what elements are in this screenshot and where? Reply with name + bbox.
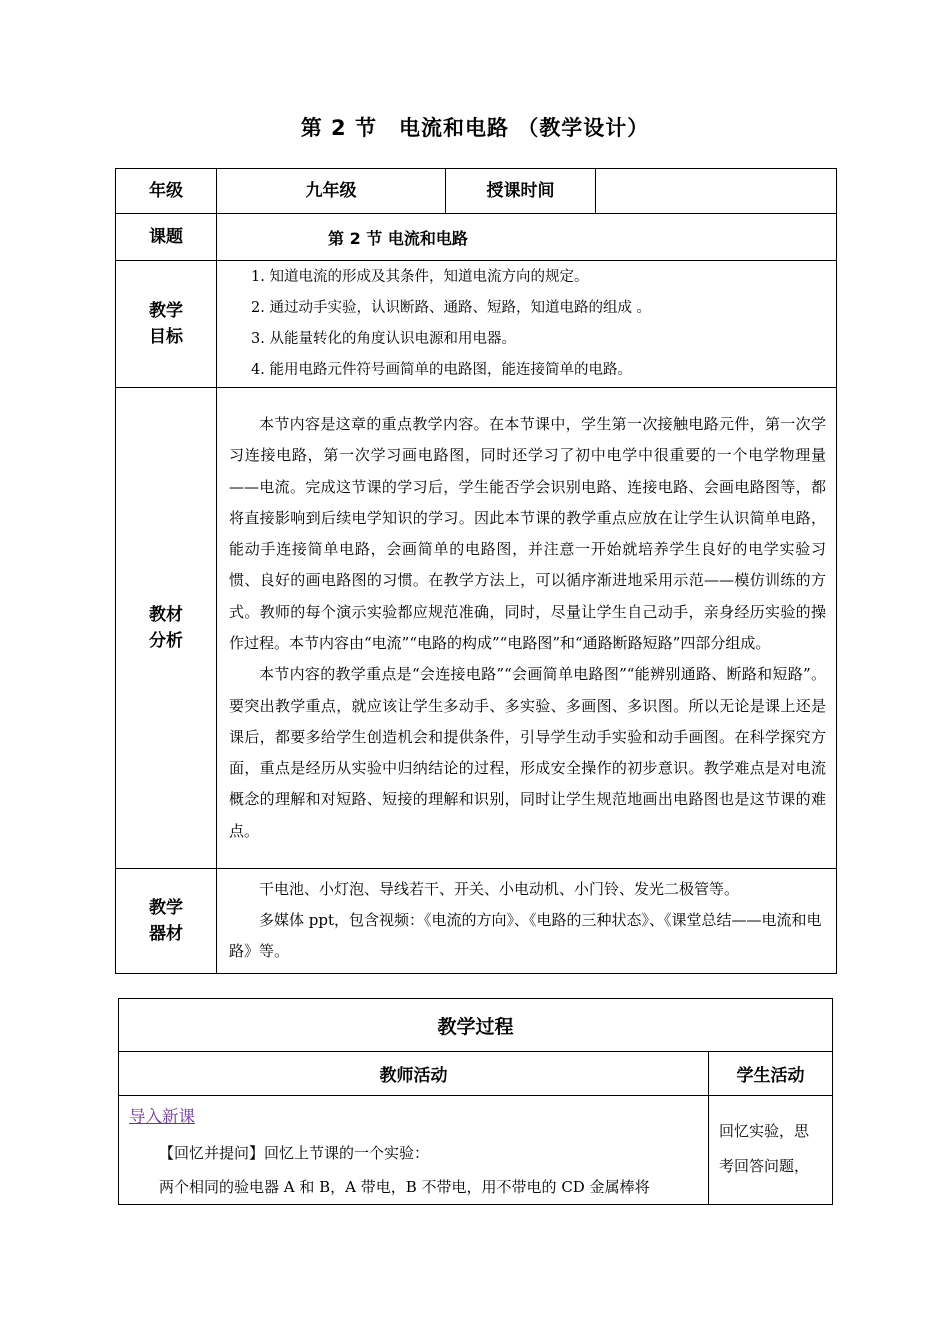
goals-label	[116, 261, 217, 388]
goals-label-line-2: 目标	[149, 327, 183, 347]
lesson-info-table	[115, 168, 837, 974]
goals-label-line-1: 教学	[149, 301, 183, 321]
topic-label: 课题	[116, 214, 217, 261]
intro-new-lesson-link[interactable]: 导入新课	[129, 1107, 195, 1126]
materials-paragraph: 多媒体 ppt，包含视频：《电流的方向》、《电路的三种状态》、《课堂总结——电流和电路》等。	[229, 911, 822, 960]
analysis-text	[217, 388, 837, 869]
analysis-paragraph: 本节内容是这章的重点教学内容。在本节课中，学生第一次接触电路元件，第一次学习连接电路，第一次学习画电路图，同时还学习了初中电学中很重要的一个电学物理量——电流。完成这节课的学习后，学生能否学会识别电路、连接电路、会画电路图等，都将直接影响到后续电学知识的学习。因此本节课的教学重点应放在让学生认识简单电路，能动手连接简单电路，会画简单的电路图，并注意一开始就培养学生良好的电学实验习惯、良好的画电路图的习惯。在教学方法上，可以循序渐进地采用示范——模仿训练的方式。教师的每个演示实验都应规范准确，同时，尽量让学生自己动手，亲身经历实验的操作过程。本节内容由“电流”“电路的构成”“电路图”和“通路断路短路”四部分组成。	[229, 414, 826, 652]
teacher-activity-header: 教师活动	[119, 1052, 709, 1096]
teaching-process-table	[118, 998, 833, 1205]
teacher-activity-cell	[119, 1096, 709, 1205]
goal-item: 3. 从能量转化的角度认识电源和用电器。	[251, 331, 516, 347]
teacher-activity-line: 【回忆并提问】回忆上节课的一个实验：	[159, 1144, 430, 1162]
materials-paragraph: 干电池、小灯泡、导线若干、开关、小电动机、小门铃、发光二极管等。	[259, 880, 740, 898]
goal-item: 1. 知道电流的形成及其条件，知道电流方向的规定。	[251, 269, 589, 285]
goal-item: 2. 通过动手实验，认识断路、通路、短路，知道电路的组成 。	[251, 300, 652, 316]
goals-list	[217, 261, 837, 388]
student-activity-text: 回忆实验，思考回答问题，	[709, 1096, 833, 1205]
analysis-label-line-1: 教材	[149, 605, 183, 625]
analysis-label-line-2: 分析	[149, 631, 183, 651]
analysis-label	[116, 388, 217, 869]
document-title: 第 2 节 电流和电路 （教学设计）	[300, 116, 650, 140]
grade-value: 九年级	[217, 169, 446, 214]
process-heading: 教学过程	[119, 999, 833, 1052]
class-time-value	[596, 169, 837, 214]
materials-label-line-2: 器材	[149, 924, 183, 944]
class-time-label: 授课时间	[446, 169, 596, 214]
materials-text	[217, 869, 837, 974]
grade-label: 年级	[116, 169, 217, 214]
materials-label	[116, 869, 217, 974]
analysis-paragraph: 本节内容的教学重点是“会连接电路”“会画简单电路图”“能辨别通路、断路和短路”。要突出教学重点，就应该让学生多动手、多实验、多画图、多识图。所以无论是课上还是课后，都要多给学生创造机会和提供条件，引导学生动手实验和动手画图。在科学探究方面，重点是经历从实验中归纳结论的过程，形成安全操作的初步意识。教学难点是对电流概念的理解和对短路、短接的理解和识别，同时让学生规范地画出电路图也是这节课的难点。	[229, 665, 826, 840]
materials-label-line-1: 教学	[149, 898, 183, 918]
topic-value: 第 2 节 电流和电路	[217, 214, 837, 261]
goal-item: 4. 能用电路元件符号画简单的电路图，能连接简单的电路。	[251, 362, 632, 378]
student-activity-header: 学生活动	[709, 1052, 833, 1096]
teacher-activity-line: 两个相同的验电器 A 和 B，A 带电，B 不带电，用不带电的 CD 金属棒将	[159, 1178, 650, 1196]
